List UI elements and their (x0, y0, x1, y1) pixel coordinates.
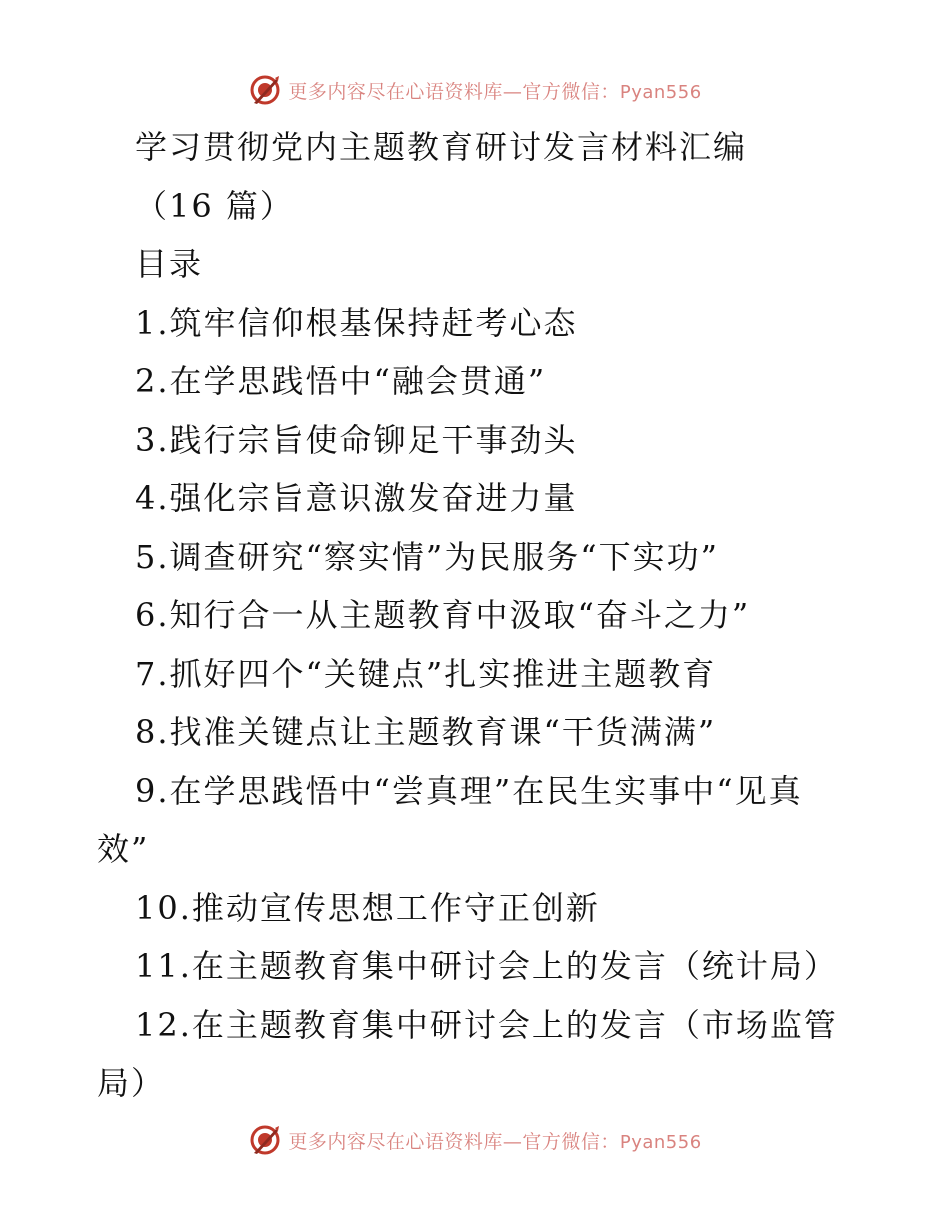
document-body (0, 118, 950, 1113)
toc-item-continuation: 效” (97, 830, 150, 868)
pen-logo-icon (248, 1123, 282, 1157)
pen-logo-icon (248, 73, 282, 107)
watermark-text: 更多内容尽在心语资料库—官方微信：Pyan556 (288, 1130, 702, 1153)
toc-item: 5.调查研究“察实情”为民服务“下实功” (135, 537, 719, 576)
document-title: 学习贯彻党内主题教育研讨发言材料汇编 (135, 128, 748, 166)
watermark-text: 更多内容尽在心语资料库—官方微信：Pyan556 (288, 80, 702, 103)
toc-item: 11.在主题教育集中研讨会上的发言（统计局） (135, 947, 838, 985)
toc-item: 4.强化宗旨意识激发奋进力量 (135, 479, 578, 517)
toc-item: 7.抓好四个“关键点”扎实推进主题教育 (135, 654, 717, 693)
toc-item: 1.筑牢信仰根基保持赶考心态 (135, 303, 578, 342)
document-subtitle: （16 篇） (135, 186, 294, 225)
toc-item: 6.知行合一从主题教育中汲取“奋斗之力” (135, 596, 751, 634)
watermark-header (0, 70, 950, 110)
toc-item-continuation: 局） (97, 1064, 166, 1102)
toc-item: 2.在学思践悟中“融会贯通” (135, 362, 547, 400)
toc-item: 3.践行宗旨使命铆足干事劲头 (135, 420, 578, 459)
toc-item: 8.找准关键点让主题教育课“干货满满” (135, 713, 717, 751)
toc-heading: 目录 (135, 245, 204, 283)
toc-item: 9.在学思践悟中“尝真理”在民生实事中“见真 (135, 771, 803, 810)
toc-item: 10.推动宣传思想工作守正创新 (135, 888, 600, 927)
watermark-footer (0, 1120, 950, 1160)
toc-item: 12.在主题教育集中研讨会上的发言（市场监管 (135, 1005, 838, 1044)
